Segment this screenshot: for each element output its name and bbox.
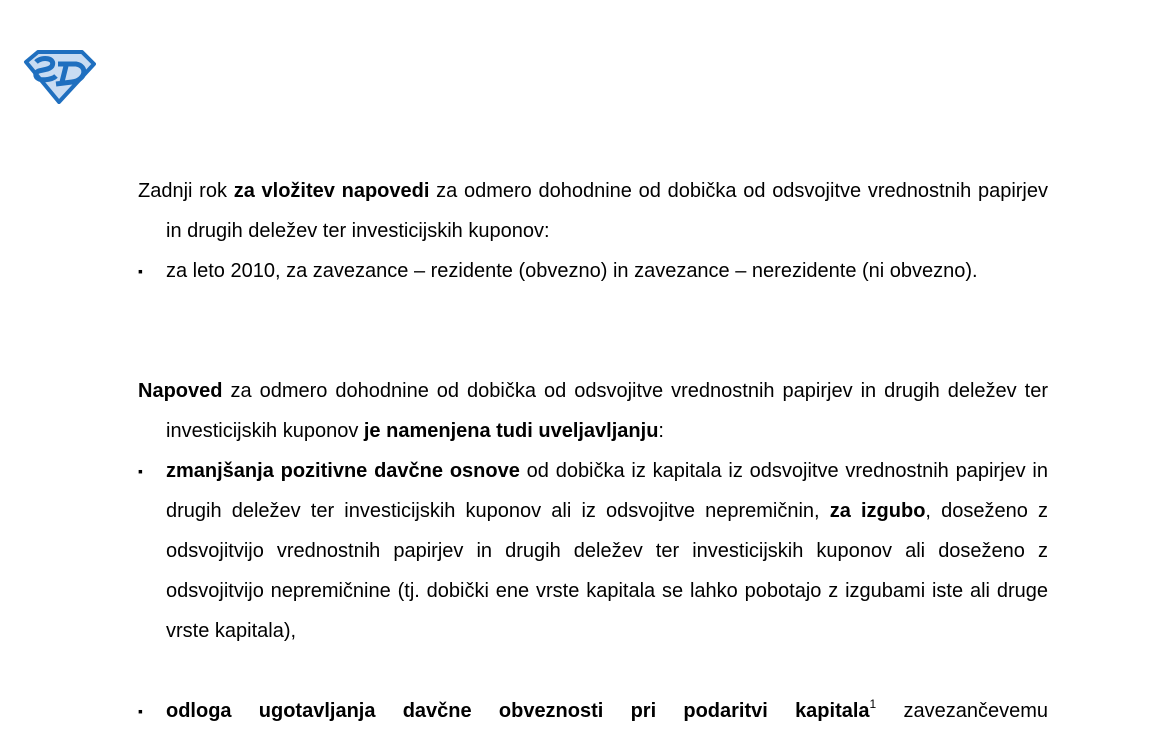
- bold-text: za izgubo: [829, 500, 926, 522]
- text: , doseženo z odsvojitvijo vrednostnih papirjev in drugih deležev ter investicijskih kuponov ali doseženo z odsvojitvijo nepremičnine (tj. dobički ene vrste kapitala se lahko pobotajo z izgubami iste ali druge vrste kapitala),: [166, 500, 1048, 642]
- text: za odmero dohodnine od dobička od odsvojitve vrednostnih papirjev in drugih deležev ter investicijskih kuponov: [166, 380, 1048, 442]
- text: :: [658, 420, 664, 442]
- bold-text: je namenjena tudi uveljavljanju: [363, 420, 659, 442]
- bullet-icon: ▪: [138, 263, 143, 279]
- paragraph-napoved: [138, 371, 1048, 451]
- bullet-icon: ▪: [138, 703, 143, 719]
- bold-text: zmanjšanja pozitivne davčne osnove: [166, 460, 520, 482]
- bullet-icon: ▪: [138, 463, 143, 479]
- bold-text: odloga ugotavljanja davčne obveznosti pri podaritvi kapitala: [166, 700, 870, 722]
- text: zavezančevemu: [876, 700, 1048, 722]
- company-logo: [22, 50, 96, 104]
- bold-text: Napoved: [138, 380, 223, 402]
- bold-text: za: [233, 180, 262, 202]
- bullet-item-2010: [138, 251, 1048, 291]
- footnote-ref[interactable]: 1: [869, 697, 877, 711]
- text: za leto 2010, za zavezance – rezidente (obvezno) in zavezance – nerezidente (ni obvezno).: [166, 260, 978, 282]
- text: Zadnji rok: [138, 180, 234, 202]
- bold-text: vložitev napovedi: [261, 180, 430, 202]
- bullet-item-odlog: [138, 691, 1048, 731]
- text: za odmero dohodnine od dobička od odsvojitve vrednostnih papirjev in drugih deležev ter investicijskih kuponov:: [166, 180, 1048, 242]
- text: od dobička iz kapitala iz odsvojitve vrednostnih papirjev in drugih deležev ter investicijskih kuponov ali iz odsvojitve nepremičnin,: [166, 460, 1048, 522]
- bullet-item-zmanjsanje: [138, 451, 1048, 651]
- paragraph-deadline: [138, 171, 1048, 251]
